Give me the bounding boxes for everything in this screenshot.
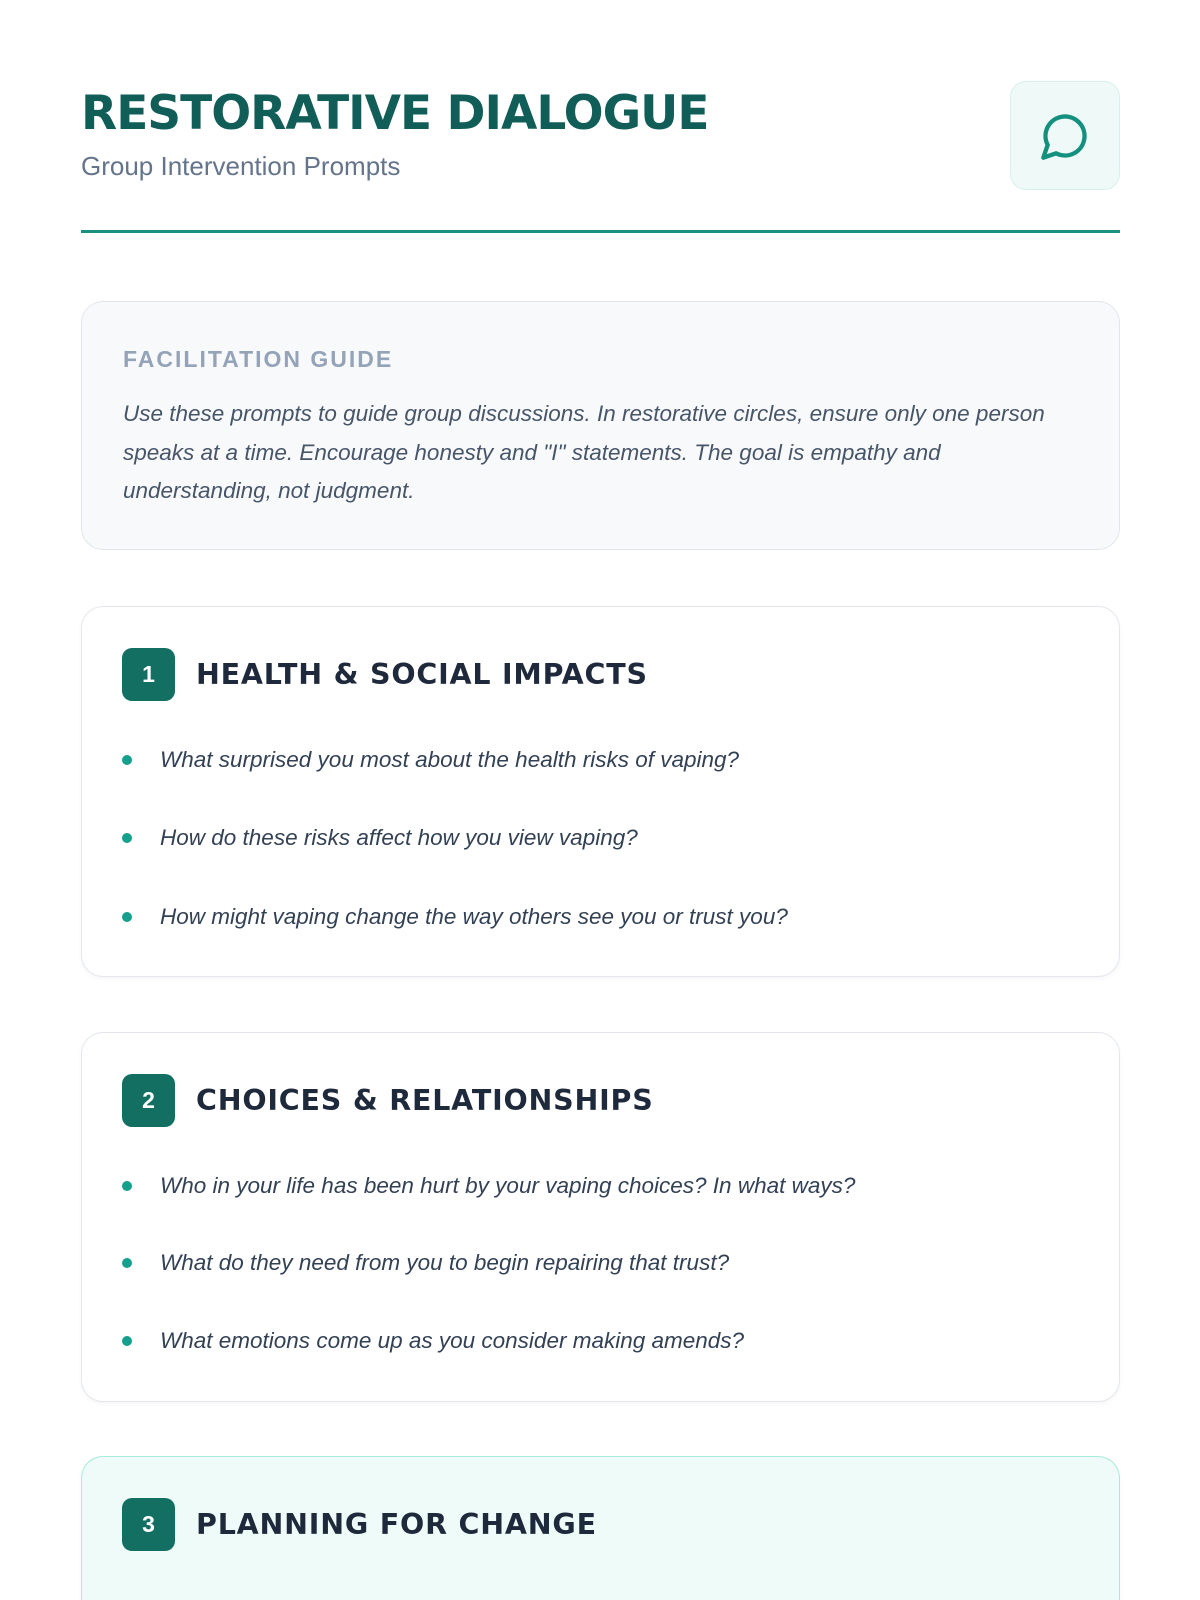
page	[81, 0, 1120, 1541]
chat-button[interactable]	[1010, 81, 1120, 190]
section-number-badge: 3	[122, 1498, 175, 1551]
prompt-item	[122, 1326, 744, 1356]
prompt-item	[122, 902, 788, 932]
section-title: PLANNING FOR CHANGE	[196, 1508, 597, 1541]
section-number-badge: 1	[122, 648, 175, 701]
header-divider	[81, 230, 1120, 233]
guide-label: FACILITATION GUIDE	[123, 346, 394, 372]
prompt-text: How might vaping change the way others see you or trust you?	[160, 904, 788, 929]
prompt-item	[122, 823, 638, 853]
page-header	[81, 0, 1120, 234]
bullet-icon	[122, 912, 132, 922]
prompt-text: Who in your life has been hurt by your vaping choices? In what ways?	[160, 1173, 856, 1198]
section-health-social-impacts	[81, 606, 1120, 977]
section-title: HEALTH & SOCIAL IMPACTS	[196, 658, 648, 691]
bullet-icon	[122, 1258, 132, 1268]
section-header	[122, 1498, 597, 1551]
page-title: RESTORATIVE DIALOGUE	[81, 86, 709, 141]
section-header	[122, 1074, 654, 1127]
page-subtitle: Group Intervention Prompts	[81, 151, 401, 181]
guide-text: Use these prompts to guide group discussions. In restorative circles, ensure only one person speaks at a time. Encourage honesty and "I" statements. The goal is empathy and understanding, not judgment.	[123, 401, 1045, 503]
section-choices-relationships	[81, 1032, 1120, 1402]
chat-bubble-icon	[1039, 110, 1091, 162]
facilitation-guide	[81, 301, 1120, 550]
prompt-item	[122, 1171, 855, 1201]
prompt-text: How do these risks affect how you view vaping?	[160, 825, 638, 850]
bullet-icon	[122, 833, 132, 843]
prompt-text: What do they need from you to begin repairing that trust?	[160, 1250, 730, 1275]
bullet-icon	[122, 1336, 132, 1346]
prompt-item	[122, 1248, 729, 1278]
bullet-icon	[122, 1181, 132, 1191]
bullet-icon	[122, 755, 132, 765]
section-title: CHOICES & RELATIONSHIPS	[196, 1084, 654, 1117]
prompt-text: What surprised you most about the health risks of vaping?	[160, 747, 740, 772]
section-header	[122, 648, 648, 701]
section-planning-for-change	[81, 1456, 1120, 1600]
prompt-item	[122, 745, 739, 775]
section-number-badge: 2	[122, 1074, 175, 1127]
prompt-text: What emotions come up as you consider making amends?	[160, 1328, 745, 1353]
